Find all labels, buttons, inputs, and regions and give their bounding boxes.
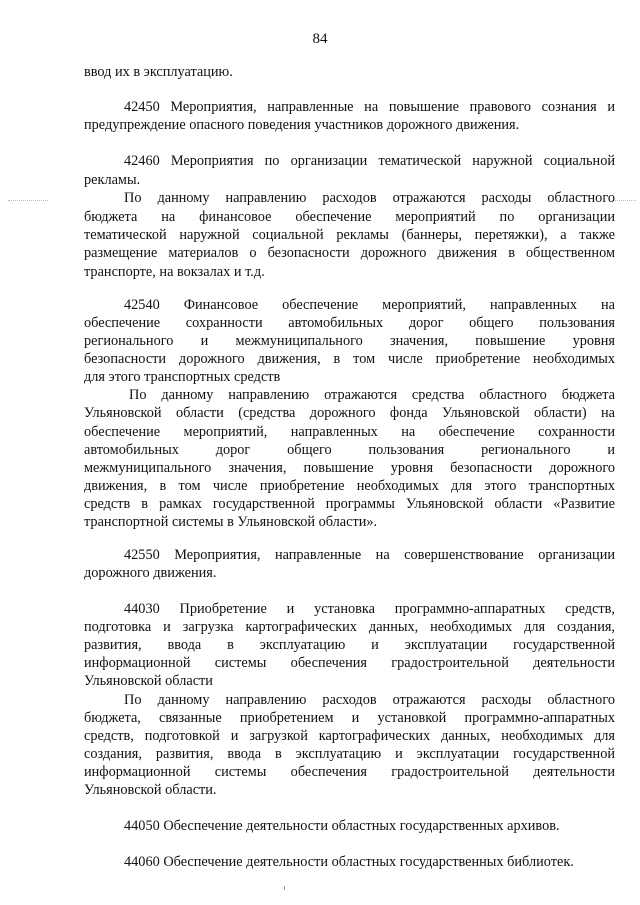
text-line: создания, развития, ввода в эксплуатацию и эксплуатации государственной xyxy=(84,746,615,762)
text-line: межмуниципального значения, повышение уровня безопасности дорожного xyxy=(84,460,615,476)
text-line: транспортной системы в Ульяновской области». xyxy=(84,514,378,530)
text-line: подготовка и загрузка картографических данных, необходимых для создания, xyxy=(84,619,615,635)
text-line: регионального и межмуниципального значения, повышение уровня xyxy=(84,333,615,349)
section-42540-heading: 42540 Финансовое обеспечение мероприятий, направленных на xyxy=(124,297,615,313)
scan-artifact-right xyxy=(612,200,636,203)
text-line: дорожного движения. xyxy=(84,565,217,581)
section-44060-heading: 44060 Обеспечение деятельности областных государственных библиотек. xyxy=(124,854,574,870)
section-44050-heading: 44050 Обеспечение деятельности областных государственных архивов. xyxy=(124,818,560,834)
text-line: информационной системы обеспечения градостроительной деятельности xyxy=(84,764,615,780)
scan-mark xyxy=(284,886,285,890)
text-line: размещение материалов о безопасности дорожного движения в общественном xyxy=(84,245,615,261)
text-line: бюджета на финансовое обеспечение мероприятий по организации xyxy=(84,209,615,225)
text-line: транспорте, на вокзалах и т.д. xyxy=(84,264,265,280)
text-line: Ульяновской области. xyxy=(84,782,217,798)
scan-artifact-left xyxy=(8,200,48,203)
text-line: безопасности дорожного движения, в том числе приобретение необходимых xyxy=(84,351,615,367)
text-line: движения, в том числе приобретение необходимых для этого транспортных xyxy=(84,478,615,494)
text-line: средств, подготовкой и загрузкой картографических данных, необходимых для xyxy=(84,728,615,744)
text-line: для этого транспортных средств xyxy=(84,369,281,385)
text-line: информационной системы обеспечения градостроительной деятельности xyxy=(84,655,615,671)
text-line: рекламы. xyxy=(84,172,141,188)
section-42550-heading: 42550 Мероприятия, направленные на совершенствование организации xyxy=(124,547,615,563)
text-line: обеспечение мероприятий, направленных на обеспечение сохранности xyxy=(84,424,615,440)
text-line: предупреждение опасного поведения участников дорожного движения. xyxy=(84,117,520,133)
text-line: тематической наружной социальной рекламы (баннеры, перетяжки), а также xyxy=(84,227,615,243)
text-line: Ульяновской области xyxy=(84,673,213,689)
text-line: По данному направлению расходов отражаются расходы областного xyxy=(124,692,615,708)
section-44030-heading: 44030 Приобретение и установка программно-аппаратных средств, xyxy=(124,601,615,617)
text-line: По данному направлению расходов отражаются расходы областного xyxy=(124,190,615,206)
section-42460-heading: 42460 Мероприятия по организации тематической наружной социальной xyxy=(124,153,615,169)
text-line: бюджета, связанные приобретением и установкой программно-аппаратных xyxy=(84,710,615,726)
text-line: Ульяновской области (средства дорожного фонда Ульяновской области) на xyxy=(84,405,615,421)
text-line: обеспечение сохранности автомобильных дорог общего пользования xyxy=(84,315,615,331)
text-line: развития, ввода в эксплуатацию и эксплуатации государственной xyxy=(84,637,615,653)
section-42450-heading: 42450 Мероприятия, направленные на повышение правового сознания и xyxy=(124,99,615,115)
text-line: автомобильных дорог общего пользования регионального и xyxy=(84,442,615,458)
text-line: По данному направлению отражаются средства областного бюджета xyxy=(129,387,615,403)
text-line: средств в рамках государственной программы Ульяновской области «Развитие xyxy=(84,496,615,512)
page-number: 84 xyxy=(312,31,328,47)
text-line: ввод их в эксплуатацию. xyxy=(84,64,233,80)
